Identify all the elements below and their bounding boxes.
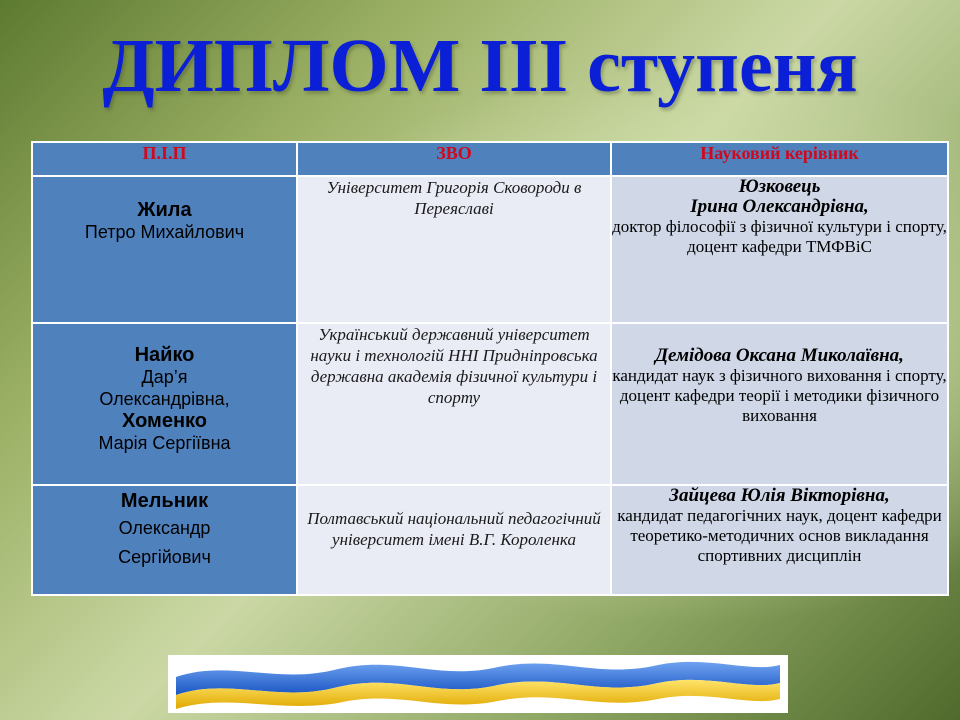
supervisor-name: Юзковець — [738, 176, 821, 197]
student-name-cell — [32, 485, 297, 595]
supervisor-details: кандидат педагогічних наук, доцент кафедри теоретико-методичних основ викладання спортивних дисциплін — [617, 506, 942, 565]
student-given-name: Петро Михайлович — [84, 222, 245, 242]
student-given-name: Дар’я — [141, 367, 188, 387]
supervisor-details: кандидат наук з фізичного виховання і спорту, доцент кафедри теорії і методики фізичного виховання — [612, 366, 947, 425]
diploma-table — [31, 141, 949, 596]
supervisor-name: Демідова Оксана Миколаївна, — [655, 345, 904, 366]
student-patronymic: Олександрівна, — [99, 389, 230, 409]
student-surname: Жила — [137, 199, 192, 221]
column-header-name: П.І.П — [32, 142, 297, 176]
student-surname: Найко — [134, 344, 195, 366]
zvo-cell: Університет Григорія Сковороди в Переяславі — [297, 176, 611, 323]
student-patronymic: Сергійович — [118, 547, 211, 567]
student-given-name: Марія Сергіївна — [98, 433, 231, 453]
supervisor-details: доктор філософії з фізичної культури і спорту, доцент кафедри ТМФВіС — [612, 217, 947, 256]
table-row — [32, 176, 948, 323]
supervisor-name: Зайцева Юлія Вікторівна, — [669, 485, 890, 506]
student-given-name: Олександр — [118, 518, 211, 538]
table-row — [32, 323, 948, 485]
student-surname: Мельник — [120, 490, 209, 512]
zvo-cell: Український державний університет науки і технологій ННІ Придніпровська державна академія фізичної культури і спорту — [297, 323, 611, 485]
table-header-row — [32, 142, 948, 176]
student-surname: Хоменко — [122, 410, 207, 432]
page-title: ДИПЛОМ ІІІ ступеня — [102, 24, 858, 108]
ukrainian-flag-ribbon-icon — [168, 655, 788, 713]
table-row — [32, 485, 948, 595]
supervisor-cell — [611, 323, 948, 485]
column-header-supervisor: Науковий керівник — [611, 142, 948, 176]
supervisor-cell — [611, 485, 948, 595]
student-name-cell — [32, 323, 297, 485]
column-header-zvo: ЗВО — [297, 142, 611, 176]
student-name-cell — [32, 176, 297, 323]
zvo-cell: Полтавський національний педагогічний університет імені В.Г. Короленка — [297, 485, 611, 595]
supervisor-name: Ірина Олександрівна, — [690, 196, 869, 217]
supervisor-cell — [611, 176, 948, 323]
